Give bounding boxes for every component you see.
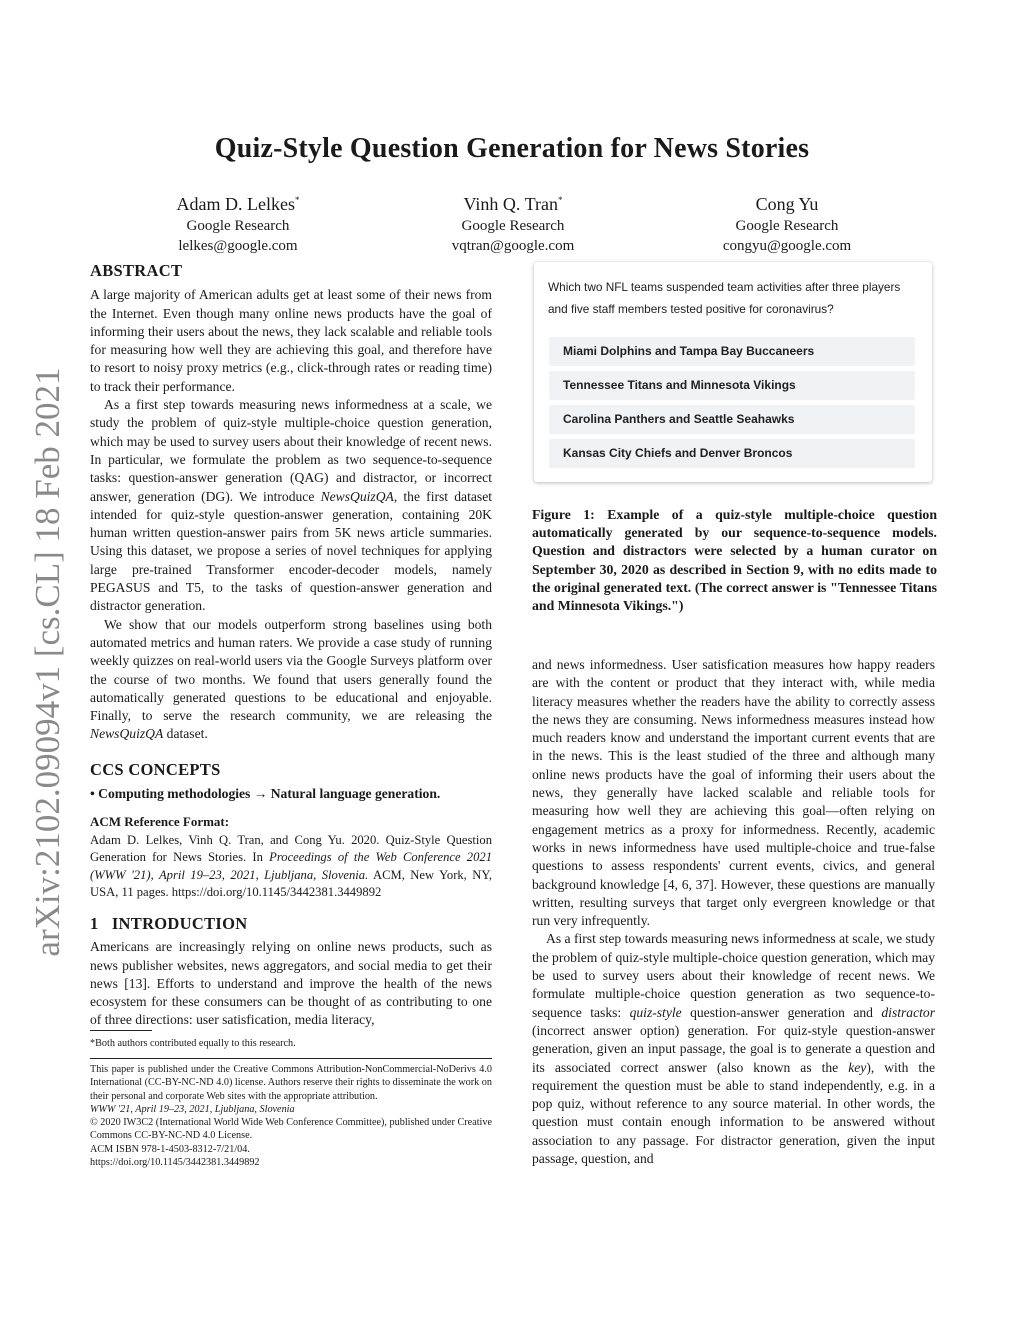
figure-caption: Figure 1: Example of a quiz-style multiple-choice question automatically generated by our sequence-to-sequence models. Question and distractors were selected by a human curator on September 30, 2020 as described in Section 9, with no edits made to the original generated text. (The correct answer is "Tennessee Titans and Minnesota Vikings.") [532, 507, 937, 614]
author-name: Vinh Q. Tran [463, 194, 558, 214]
venue-note: WWW '21, April 19–23, 2021, Ljubljana, Slovenia [90, 1103, 295, 1115]
author-block-1 [108, 188, 368, 256]
quiz-option[interactable]: Carolina Panthers and Seattle Seahawks [549, 405, 915, 434]
quiz-option[interactable]: Kansas City Chiefs and Denver Broncos [549, 439, 915, 468]
ccs-heading: CCS CONCEPTS [90, 759, 221, 779]
abstract-paragraph: A large majority of American adults get at least some of their news from the Internet. Even though many online news products have the goal of informing their users about the news, they lack scalable and reliable tools for measuring how well they are achieving this goal, and therefore have to resort to noisy proxy metrics (e.g., click-through rates or reading time) to track their performance. [90, 287, 492, 394]
quiz-figure-card [534, 262, 932, 482]
equal-contrib-mark: * [557, 195, 563, 205]
equal-contrib-mark: * [294, 195, 300, 205]
author-email[interactable]: vqtran@google.com [451, 238, 575, 254]
author-affiliation: Google Research [461, 218, 565, 234]
body-paragraph: and news informedness. User satisfication measures how happy readers are with the content or product that they interact with, while media literacy measures whether the readers have the ability to correctly assess the news they are consuming. News informedness measures instead how much readers know and understand the important current events that are in the news. This is the least studied of the three and although many online news products have the goal of informing their users about the news, they generally have lacked scalable and reliable tools for measuring how well they are achieving this goal—often relying on engagement metrics as a proxy for informedness. Recently, academic works in news informedness have used multiple-choice and true-false questions to assess respondents' current events, civics, and general background knowledge [4, 6, 37]. However, these questions are manually written, resulting surveys that target only evergreen knowledge or that run very infrequently. [532, 657, 935, 929]
abstract-paragraph: As a first step towards measuring news informedness at a scale, we study the problem of quiz-style multiple-choice question generation, which may be used to survey users about their knowledge of recent news. In particular, we formulate the problem as two sequence-to-sequence tasks: question-answer generation (QAG) and distractor, or incorrect answer, generation (DG). We introduce NewsQuizQA, the first dataset intended for quiz-style question-answer generation, containing 20K human written question-answer pairs from 5K news article summaries. Using this dataset, we propose a series of novel techniques for applying large pre-trained Transformer encoder-decoder models, namely PEGASUS and T5, to the tasks of question-answer generation and distractor generation. [90, 397, 492, 614]
left-column [90, 262, 492, 1030]
body-paragraph: As a first step towards measuring news informedness at scale, we study the problem of quiz-style multiple-choice question generation, which may be used to survey users about their knowledge of recent news. We formulate multiple-choice question generation as two sequence-to-sequence tasks: quiz-style question-answer generation and distractor (incorrect answer option) generation. For quiz-style question-answer generation, given an input passage, the goal is to generate a question and its associated correct answer (also known as the key), with the requirement the question must be able to stand independently, e.g. in a pop quiz, without reference to any source material. In other words, the question must contain enough information to be answered without association to any passage. For distractor generation, given the input passage, question, and [532, 931, 936, 1167]
paper-title: Quiz-Style Question Generation for News Stories [214, 133, 810, 164]
quiz-option[interactable]: Miami Dolphins and Tampa Bay Buccaneers [549, 337, 915, 366]
footnote-rule [90, 1058, 492, 1059]
quiz-question: Which two NFL teams suspended team activities after three players and five staff members tested positive for coronavirus? [548, 280, 901, 316]
author-email[interactable]: congyu@google.com [722, 238, 852, 254]
arxiv-identifier: arXiv:2102.09094v1 [cs.CL] 18 Feb 2021 [28, 367, 67, 957]
isbn-note: ACM ISBN 978-1-4503-8312-7/21/04. [90, 1143, 250, 1155]
right-column [532, 656, 935, 1168]
introduction-paragraph: Americans are increasingly relying on online news products, such as news publisher websites, news aggregators, and social media to get their news [13]. Efforts to understand and improve the health of the news ecosystem for these consumers can be thought of as contributing to one of three directions: user satisfication, media literacy, [90, 939, 492, 1028]
author-block-2 [383, 188, 643, 256]
equal-contribution-footnote: *Both authors contributed equally to this research. [90, 1038, 296, 1049]
abstract-heading: ABSTRACT [90, 261, 183, 280]
doi-link[interactable]: https://doi.org/10.1145/3442381.3449892 [90, 1157, 260, 1169]
footnote-rule-short [90, 1030, 152, 1031]
abstract-paragraph: We show that our models outperform strong baselines using both automated metrics and human raters. We provide a case study of running weekly quizzes on real-world users via the Google Surveys platform over the course of two months. We found that users generally found the automatically generated questions to be educational and enjoyable. Finally, to serve the research community, we are releasing the NewsQuizQA dataset. [90, 616, 492, 742]
author-affiliation: Google Research [735, 218, 839, 234]
author-name: Cong Yu [755, 194, 819, 214]
acm-reference-text: Adam D. Lelkes, Vinh Q. Tran, and Cong Yu. 2020. Quiz-Style Question Generation for News Stories. In Proceedings of the Web Conference 2021 (WWW '21), April 19–23, 2021, Ljubljana, Slovenia. ACM, New York, NY, USA, 11 pages. https://doi.org/10.1145/3442381.3449892 [90, 832, 492, 900]
quiz-option[interactable]: Tennessee Titans and Minnesota Vikings [549, 371, 915, 400]
acm-reference-heading: ACM Reference Format: [90, 814, 230, 830]
author-name: Adam D. Lelkes [176, 194, 295, 214]
license-note: This paper is published under the Creative Commons Attribution-NonCommercial-NoDerivs 4.0 International (CC-BY-NC-ND 4.0) license. Authors reserve their rights to disseminate the work on their personal and corporate Web sites with the appropriate attribution. [90, 1064, 492, 1102]
author-block-3 [657, 188, 917, 256]
footnote-block [90, 1063, 492, 1169]
introduction-heading: 1 INTRODUCTION [90, 913, 248, 933]
ccs-concept-line: • Computing methodologies → Natural language generation. [90, 786, 441, 802]
author-email[interactable]: lelkes@google.com [178, 238, 298, 254]
copyright-note: © 2020 IW3C2 (International World Wide Web Conference Committee), published under Creative Commons CC-BY-NC-ND 4.0 License. [90, 1117, 492, 1142]
author-affiliation: Google Research [186, 218, 290, 234]
